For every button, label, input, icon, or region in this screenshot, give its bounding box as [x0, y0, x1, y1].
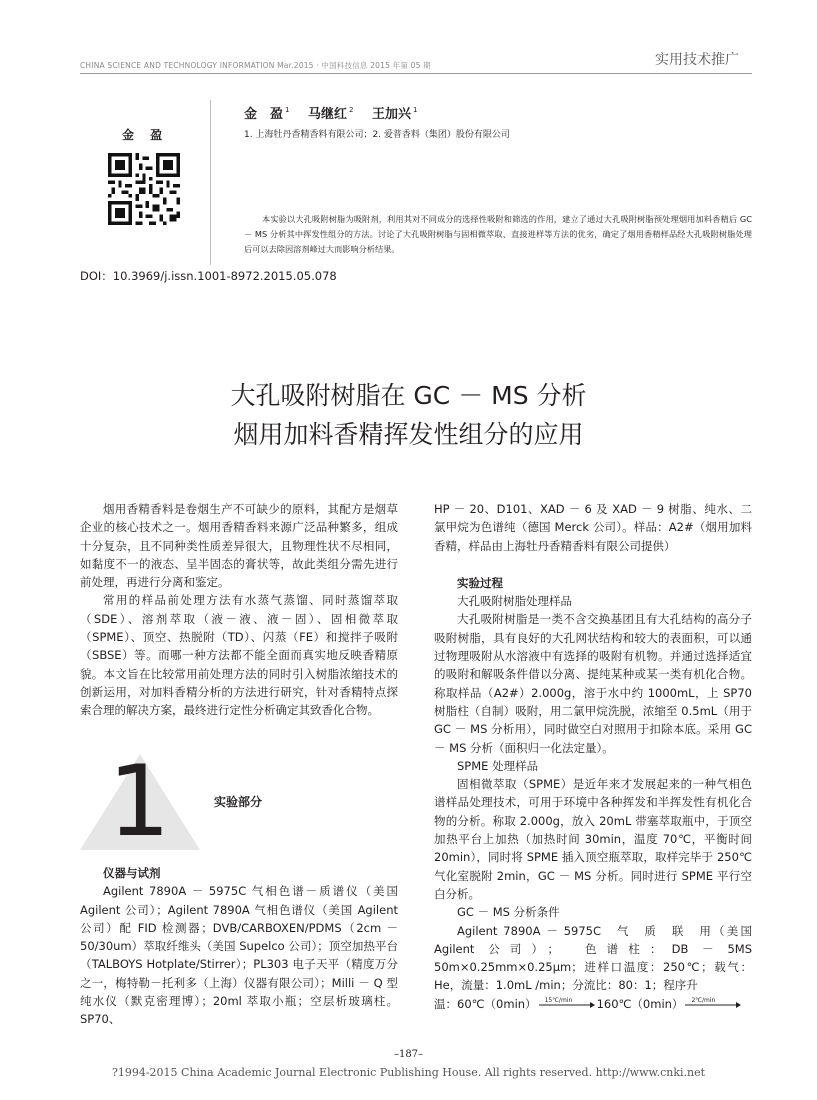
copyright-footer: ?1994-2015 China Academic Journal Electronic Publishing House. All rights reserved. http://www.cnki.net: [111, 1066, 706, 1079]
subheading: 实验过程: [457, 575, 503, 590]
sidebar-author-name: 金 盈: [122, 128, 169, 142]
paragraph: Agilent 7890A － 5975C 气 质 联 用（美国 Agilent 公司）； 色谱柱：DB － 5MS 50m×0.25mm×0.25μm；进样口温度：250℃；载气：He，流量：1.0mL /min；分流比：80：1；程序升: [434, 923, 752, 993]
right-column: [434, 500, 752, 1013]
temp-mid: 160℃（0min）: [596, 996, 684, 1011]
paragraph: 常用的样品前处理方法有水蒸气蒸馏、同时蒸馏萃取（SDE）、溶剂萃取（液－液、液－固）、固相微萃取（SPME）、顶空、热脱附（TD）、闪蒸（FE）和搅拌子吸附（SBSE）等。而哪一种方法都不能全面而真实地反映香精原貌。本文旨在比较常用前处理方法的同时引入树脂浓缩技术的创新运用，对加料香精分析的方法进行研究，针对香精特点探索合理的解决方案，最终进行定性分析确定其致香化合物。: [80, 593, 398, 718]
section-label: 实用技术推广: [655, 52, 739, 68]
header-rule: [80, 73, 752, 74]
temp-start: 温：60℃（0min）: [434, 996, 537, 1011]
ramp-arrow-icon: [685, 999, 741, 1009]
abstract: 本实验以大孔吸附树脂为吸附剂，利用其对不同成分的选择性吸附和筛选的作用，建立了通过大孔吸附树脂预处理烟用加料香精后 GC － MS 分析其中挥发性组分的方法。讨论了大孔吸附树脂与固相微萃取、直接进样等方法的优劣，确定了烟用香精样品经大孔吸附树脂处理后可以去除因溶剂峰过大而影响分析结果。: [244, 214, 752, 254]
ramp-rate-label: 15℃/min: [544, 997, 573, 1005]
journal-header: CHINA SCIENCE AND TECHNOLOGY INFORMATION Mar.2015 · 中国科技信息 2015 年第 05 期: [80, 61, 431, 70]
paragraph: HP － 20、D101、XAD － 6 及 XAD － 9 树脂、纯水、二氯甲烷为色谱纯（德国 Merck 公司）。样品：A2#（烟用加料香精，样品由上海牡丹香精香料有限公司提供）: [434, 502, 752, 553]
paragraph: 固相微萃取（SPME）是近年来才发展起来的一种气相色谱样品处理技术，可用于环境中各种挥发和半挥发性有机化合物的分析。称取 2.000g，放入 20mL 带塞萃取瓶中，于顶空加热平台上加热（加热时间 30min，温度 70℃，平衡时间 20min），同时将 SPME 插入顶空瓶萃取，取样完毕于 250℃气化室脱附 2min，GC － MS 分析。同时进行 SPME 平行空白分析。: [434, 777, 752, 901]
article-title-line-2: 烟用加料香精挥发性组分的应用: [233, 420, 584, 449]
subheading: 仪器与试剂: [103, 866, 161, 880]
ramp-arrow-icon: [539, 999, 595, 1009]
left-column-intro: [80, 500, 398, 720]
author-name: 马继红: [308, 107, 348, 122]
author-affil-mark: 1: [413, 106, 418, 114]
section-heading: 实验部分: [214, 795, 263, 809]
temperature-program: [434, 995, 752, 1013]
author-name: 金 盈: [244, 107, 284, 122]
author-affil-mark: 2: [349, 106, 354, 114]
article-title-line-1: 大孔吸附树脂在 GC － MS 分析: [230, 381, 587, 410]
subheading: 大孔吸附树脂处理样品: [457, 594, 572, 609]
qr-code-icon: [108, 153, 180, 225]
subheading: GC － MS 分析条件: [457, 905, 560, 920]
author-affil-mark: 1: [285, 106, 290, 114]
left-column-instruments: [80, 864, 398, 1029]
affiliations: 1. 上海牡丹香精香料有限公司；2. 爱普香料（集团）股份有限公司: [244, 130, 510, 140]
sidebar-divider: [210, 100, 211, 265]
paragraph: Agilent 7890A － 5975C 气相色谱－质谱仪（美国 Agilent 公司）；Agilent 7890A 气相色谱仪（美国 Agilent 公司）配 FID 检测器；DVB/CARBOXEN/PDMS（2cm － 50/30um）萃取纤维头（美国 Supelco 公司）；顶空加热平台（TALBOYS Hotplate/Stirrer）；PL303 电子天平（精度万分之一，梅特勒－托利多（上海）仪器有限公司）；Milli － Q 型纯水仪（默克密理博）；20ml 萃取小瓶；空层析玻璃柱。SP70、: [80, 884, 398, 1027]
page-number: –187–: [393, 1049, 424, 1060]
subheading: SPME 处理样品: [457, 758, 539, 773]
author-name: 王加兴: [372, 107, 412, 122]
paragraph: 大孔吸附树脂是一类不含交换基团且有大孔结构的高分子吸附树脂，具有良好的大孔网状结构和较大的表面积，可以通过物理吸附从水溶液中有选择的吸附有机物。并通过选择适宜的吸附和解吸条件借以分离、提纯某种或某一类有机化合物。称取样品（A2#）2.000g，溶于水中约 1000mL，上 SP70 树脂柱（自制）吸附，用二氯甲烷洗脱，浓缩至 0.5mL（用于 GC － MS 分析用），同时做空白对照用于扣除本底。采用 GC － MS 分析（面积归一化法定量）。: [434, 612, 752, 755]
ramp-rate-label: 2℃/min: [691, 997, 716, 1005]
section-number: 1: [108, 745, 171, 859]
paragraph: 烟用香精香料是卷烟生产不可缺少的原料，其配方是烟草企业的核心技术之一。烟用香精香料来源广泛品种繁多，组成十分复杂，且不同种类性质差异很大，且物理性状不尽相同，如黏度不一的液态、呈半固态的膏状等，故此类组分需先进行前处理，再进行分离和鉴定。: [80, 502, 398, 590]
doi: DOI：10.3969/j.issn.1001-8972.2015.05.078: [80, 269, 337, 283]
author-list: [244, 103, 432, 122]
